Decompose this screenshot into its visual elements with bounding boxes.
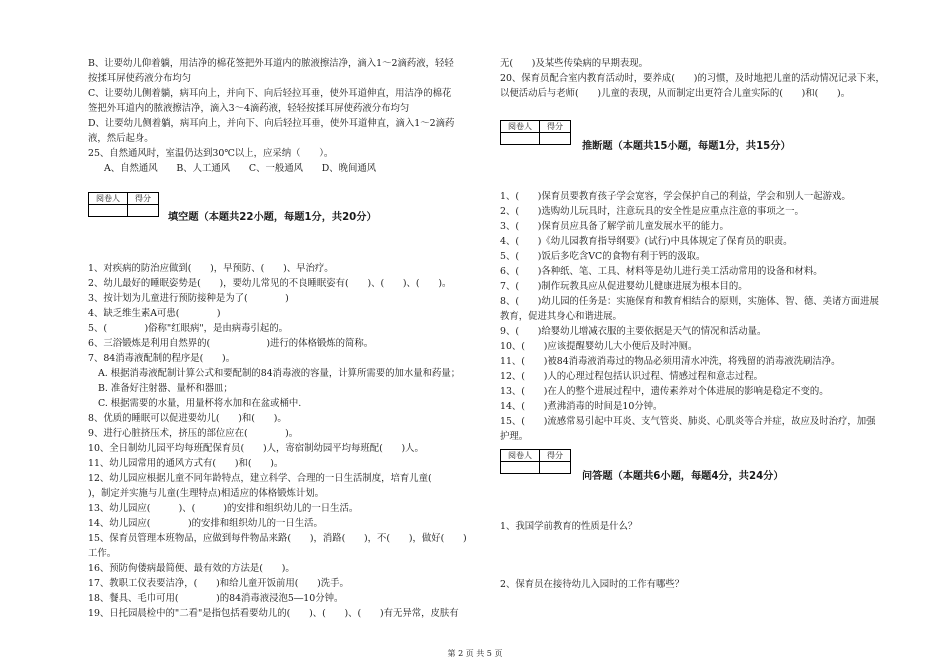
text-line: 15、保育员管理本班物品，应做到每件物品来路( )，消路( )，不( )，做好( ): [88, 533, 467, 544]
grader-label: 阅卷人: [89, 193, 128, 205]
text-line: 19、日托园晨检中的"二看"是指包括看要幼儿的( )、( )、( )有无异常，皮肤有: [88, 608, 459, 619]
text-line: 液，然后起身。: [88, 133, 154, 144]
text-line: 以便活动后与老师( )儿童的表现，从而制定出更符合儿童实际的( )和( )。: [500, 88, 851, 99]
score-cell: [540, 133, 571, 145]
text-line: )，制定并实施与儿童(生理特点)相适应的体格锻炼计划。: [88, 488, 324, 499]
text-line: 10、全日制幼儿园平均每班配保育员( )人，寄宿制幼园平均每班配( )人。: [88, 443, 424, 454]
text-line: 2、保育员在接待幼儿入园时的工作有哪些？: [500, 579, 685, 590]
grader-cell: [501, 133, 540, 145]
text-line: 5、( )饭后多吃含VC的食物有利于钙的汲取。: [500, 251, 706, 262]
text-line: 9、( )给婴幼儿增减衣服的主要依据是天气的情况和活动量。: [500, 326, 767, 337]
grader-cell: [501, 462, 540, 474]
text-line: 护理。: [500, 431, 529, 442]
text-line: 18、餐具、毛巾可用( )的84消毒液浸泡5―10分钟。: [88, 593, 344, 604]
page-footer: 第 2 页 共 5 页: [447, 649, 503, 658]
text-line: 15、( )流感常易引起中耳炎、支气管炎、肺炎、心肌炎等合并症，故应及时治疗，加强: [500, 416, 876, 427]
judge-section-title: 推断题（本题共15小题，每题1分，共15分）: [582, 141, 791, 152]
text-line: 5、( )俗称"红眼病"，是由病毒引起的。: [88, 323, 289, 334]
text-line: 25、自然通风时，室温仍达到30℃以上，应采纳（ ）。: [88, 148, 334, 159]
text-line: 1、我国学前教育的性质是什么？: [500, 521, 638, 532]
text-line: 4、( )《幼儿园教育指导纲要》(试行)中具体规定了保育员的职责。: [500, 236, 793, 247]
text-line: C. 根据需要的水量，用量杯将水加和在盆或桶中.: [98, 398, 302, 409]
fill-section-title: 填空题（本题共22小题，每题1分，共20分）: [168, 212, 377, 223]
qa-section-title: 问答题（本题共6小题，每题4分，共24分）: [582, 471, 784, 482]
score-box-qa: [500, 449, 571, 474]
text-line: 6、( )各种纸、笔、工具、材料等是幼儿进行美工活动常用的设备和材料。: [500, 266, 823, 277]
text-line: 1、( )保育员要教育孩子学会宽容，学会保护自己的利益，学会和别人一起游戏。: [500, 191, 851, 202]
text-line: 20、保育员配合室内教育活动时，要养成( )的习惯，及时地把儿童的活动情况记录下来，: [500, 73, 885, 84]
score-box-fill: [88, 192, 159, 217]
text-line: 签把外耳道内的脓液擦洁净，滴入3～4滴药液，轻轻按揉耳屏使药液分布均匀: [88, 103, 410, 114]
text-line: 1、对疾病的防治应做到( )，早预防、( )、早治疗。: [88, 263, 334, 274]
text-line: 工作。: [88, 548, 117, 559]
score-cell: [128, 205, 159, 217]
text-line: 教育，促进其身心和谐进展。: [500, 311, 622, 322]
text-line: B. 准备好注射器、量杯和器皿；: [98, 383, 233, 394]
text-line: 2、( )选购幼儿玩具时，注意玩具的安全性是应重点注意的事项之一。: [500, 206, 804, 217]
text-line: 16、预防佝偻病最简便、最有效的方法是( )。: [88, 563, 295, 574]
text-line: 4、缺乏维生素A可患( ): [88, 308, 221, 319]
text-line: 7、( )制作玩教具应从促进婴幼儿健康进展为根本目的。: [500, 281, 748, 292]
text-line: 8、优质的睡眠可以促进要幼儿( )和( )。: [88, 413, 287, 424]
grader-label: 阅卷人: [501, 121, 540, 133]
score-label: 得分: [128, 193, 159, 205]
text-line: 14、幼儿园应( )的安排和组织幼儿的一日生活。: [88, 518, 323, 529]
text-line: 3、( )保育员应具备了解学前儿童发展水平的能力。: [500, 221, 729, 232]
text-line: 7、84消毒液配制的程序是( )。: [88, 353, 236, 364]
text-line: A. 根据消毒液配制计算公式和要配制的84消毒液的容量，计算所需要的加水量和药量；: [98, 368, 461, 379]
text-line: 17、教职工仪表要洁净，( )和给儿童开饭前用( )洗手。: [88, 578, 349, 589]
text-line: 13、幼儿园应( )、( )的安排和组织幼儿的一日生活。: [88, 503, 359, 514]
text-line: 11、( )被84消毒液消毒过的物品必须用清水冲洗，将残留的消毒液洗刷洁净。: [500, 356, 841, 367]
text-line: 14、( )煮沸消毒的时间是10分钟。: [500, 401, 663, 412]
grader-cell: [89, 205, 128, 217]
text-line: 8、( )幼儿园的任务是：实施保育和教育相结合的原则，实施体、智、德、美诸方面进展: [500, 296, 879, 307]
score-label: 得分: [540, 450, 571, 462]
text-line: 按揉耳屏使药液分布均匀: [88, 73, 192, 84]
grader-label: 阅卷人: [501, 450, 540, 462]
text-line: 9、进行心脏挤压术，挤压的部位应在( )。: [88, 428, 299, 439]
score-label: 得分: [540, 121, 571, 133]
text-line: 11、幼儿园常用的通风方式有( )和( )。: [88, 458, 284, 469]
text-line: 无( )及某些传染病的早期表现。: [500, 58, 648, 69]
text-line: 3、按计划为儿童进行预防接种是为了( ): [88, 293, 289, 304]
text-line: 12、( )人的心理过程包括认识过程、情感过程和意志过程。: [500, 371, 763, 382]
score-box-judge: [500, 120, 571, 145]
text-line: 6、三浴锻炼是利用自然界的( )进行的体格锻炼的简称。: [88, 338, 374, 349]
score-cell: [540, 462, 571, 474]
text-line: A、自然通风 B、人工通风 C、一般通风 D、晚间通风: [104, 163, 377, 174]
text-line: 13、( )在人的整个进展过程中，遗传素养对个体进展的影响是稳定不变的。: [500, 386, 829, 397]
text-line: 10、( )应该提醒婴幼儿大小便后及时冲厕。: [500, 341, 698, 352]
text-line: 12、幼儿园应根据儿童不同年龄特点，建立科学、合理的一日生活制度，培育儿童(: [88, 473, 451, 484]
text-line: D、让要幼儿侧着躺，病耳向上，并向下、向后轻拉耳垂，使外耳道伸直，滴入1～2滴药: [88, 118, 455, 129]
text-line: 2、幼儿最好的睡眠姿势是( )，要幼儿常见的不良睡眠姿有( )、( )、( )。: [88, 278, 452, 289]
text-line: B、让要幼儿仰着躺，用洁净的棉花签把外耳道内的脓液擦洁净，滴入1～2滴药液，轻轻: [88, 58, 454, 69]
text-line: C、让要幼儿侧着躺，病耳向上，并向下、向后轻拉耳垂，使外耳道伸直，用洁净的棉花: [88, 88, 452, 99]
